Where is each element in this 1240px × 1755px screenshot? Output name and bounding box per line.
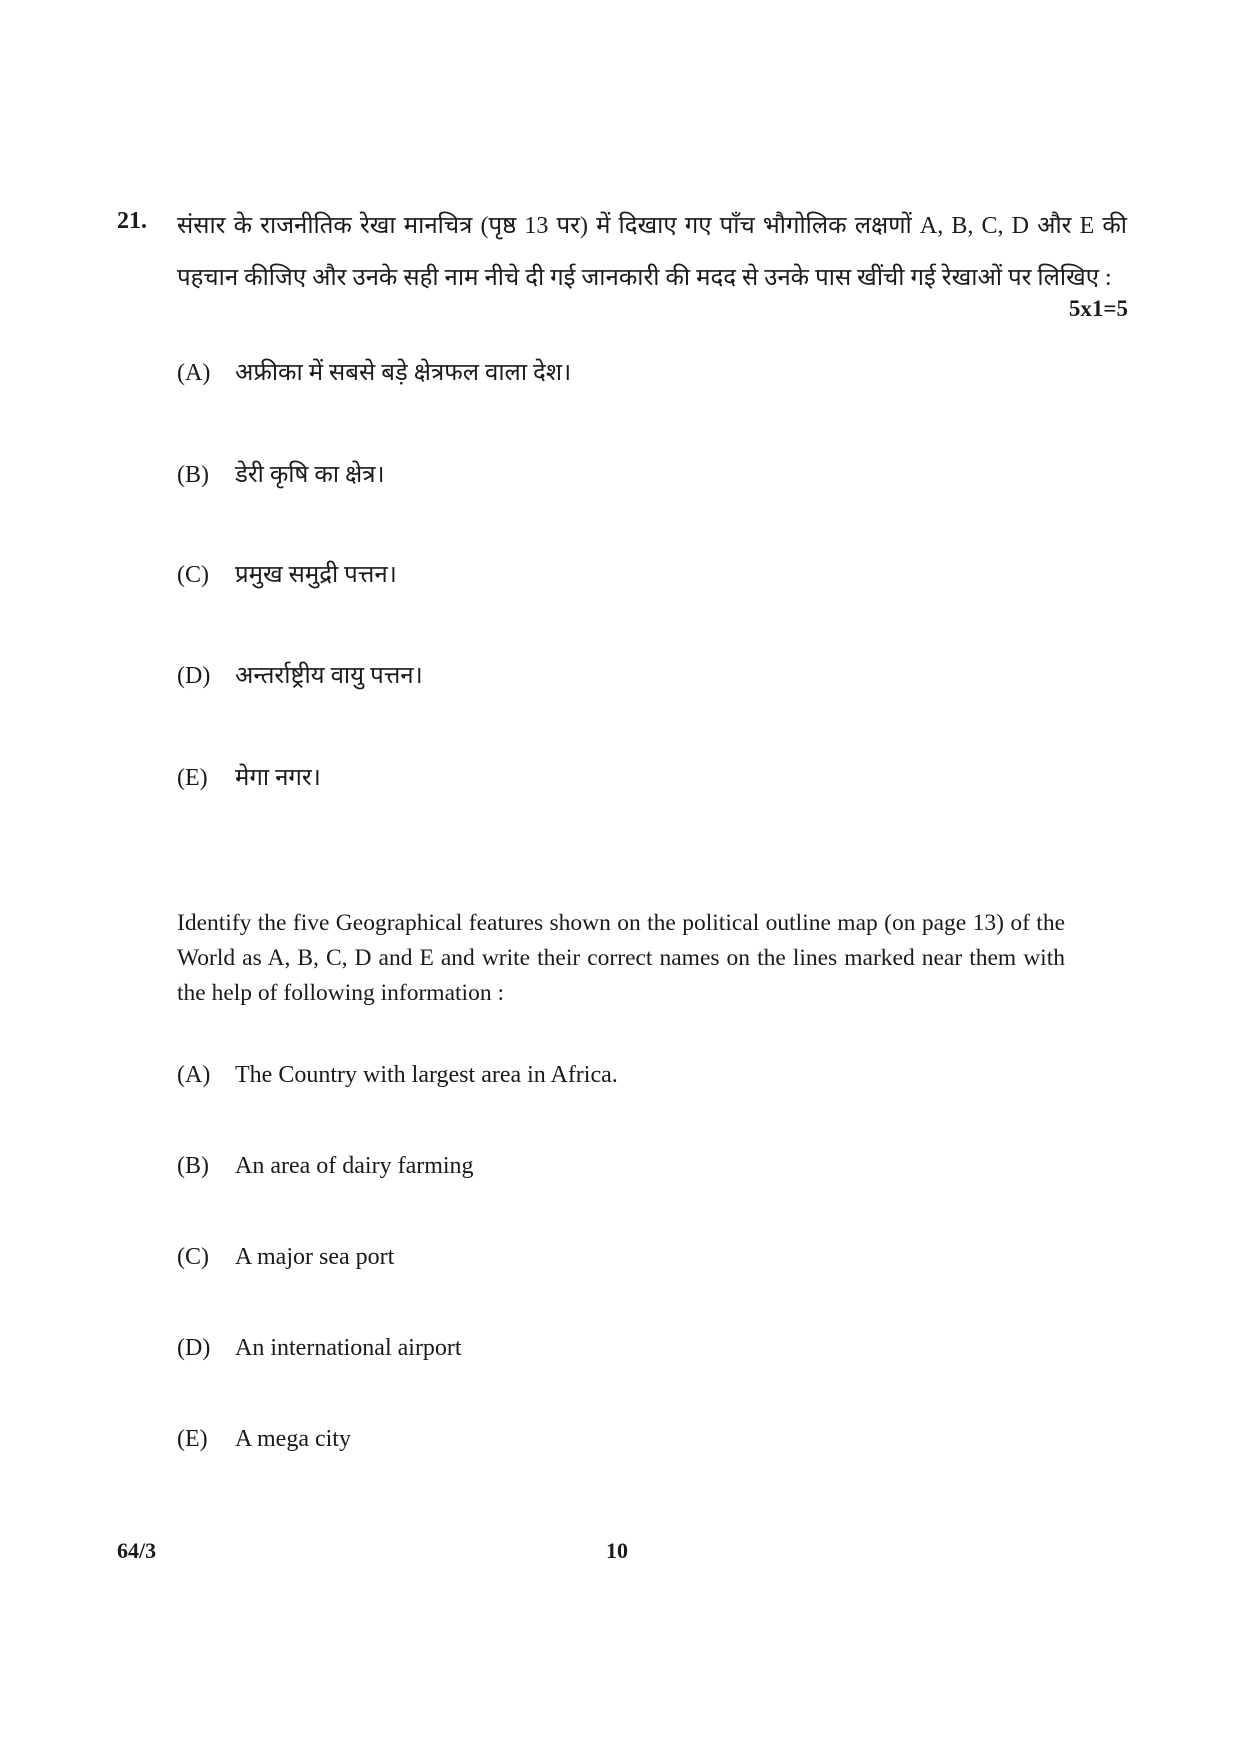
option-label: (C) [177, 562, 209, 588]
option-label: (C) [177, 1244, 209, 1270]
page-number: 10 [606, 1538, 628, 1563]
option-text: A mega city [235, 1426, 351, 1452]
option-label: (E) [177, 765, 208, 791]
english-option-a [177, 1062, 618, 1089]
hindi-option-e [177, 760, 321, 793]
english-option-b [177, 1153, 474, 1180]
option-text: प्रमुख समुद्री पत्तन। [235, 562, 397, 588]
question-marks: 5x1=5 [1068, 296, 1128, 321]
option-label: (A) [177, 1062, 211, 1088]
english-option-d [177, 1335, 462, 1362]
option-label: (B) [177, 1153, 209, 1179]
question-number: 21. [117, 208, 147, 234]
hindi-option-c [177, 557, 397, 590]
hindi-option-b [177, 457, 385, 490]
option-label: (D) [177, 1335, 211, 1361]
option-label: (D) [177, 663, 211, 689]
option-text: अफ्रीका में सबसे बड़े क्षेत्रफल वाला देश। [235, 360, 572, 386]
option-label: (A) [177, 360, 211, 386]
option-text: मेगा नगर। [235, 765, 321, 791]
option-text: A major sea port [235, 1244, 395, 1270]
option-text: The Country with largest area in Africa. [235, 1062, 618, 1088]
option-text: An international airport [235, 1335, 462, 1361]
paper-code: 64/3 [117, 1538, 157, 1563]
option-text: अन्तर्राष्ट्रीय वायु पत्तन। [235, 663, 423, 689]
english-option-e [177, 1426, 351, 1453]
option-text: An area of dairy farming [235, 1153, 474, 1179]
option-label: (E) [177, 1426, 208, 1452]
question-text-hindi: संसार के राजनीतिक रेखा मानचित्र (पृष्ठ 13 पर) में दिखाए गए पाँच भौगोलिक लक्षणों A, B, C, D और E की पहचान कीजिए और उनके सही नाम नीचे दी गई जानकारी की मदद से उनके पास खींची गई रेखाओं पर लिखिए : [177, 213, 1127, 291]
option-label: (B) [177, 462, 209, 488]
option-text: डेरी कृषि का क्षेत्र। [235, 462, 385, 488]
hindi-option-d [177, 658, 423, 691]
english-option-c [177, 1244, 394, 1271]
question-text-english: Identify the five Geographical features shown on the political outline map (on page 13) of the World as A, B, C, D and E and write their correct names on the lines marked near them with the help of following information : [177, 910, 1065, 1006]
hindi-option-a [177, 355, 571, 388]
